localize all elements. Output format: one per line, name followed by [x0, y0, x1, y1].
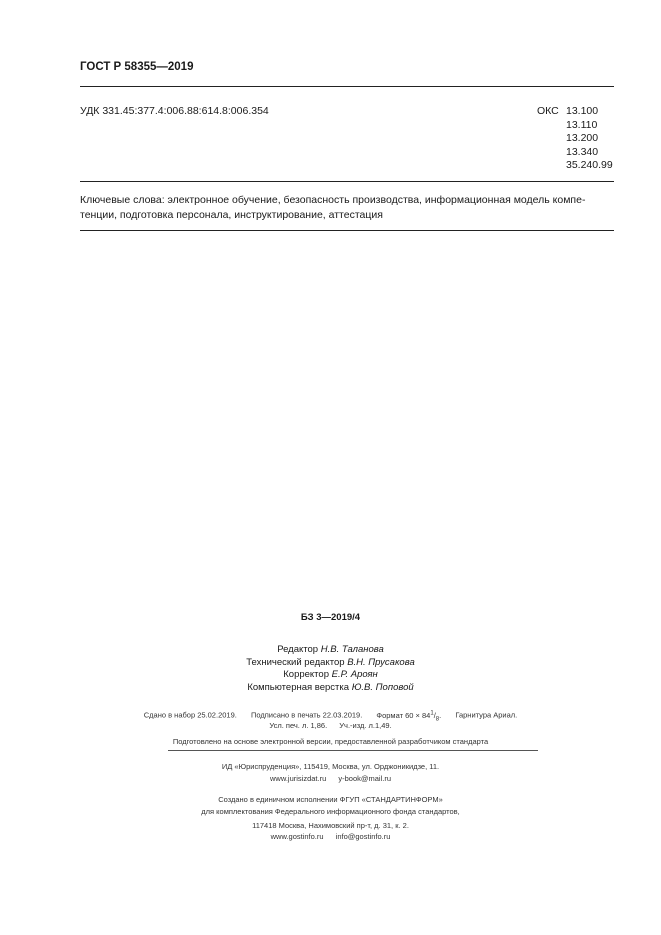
- tech-editor-name: В.Н. Прусакова: [347, 656, 415, 668]
- print-sheets: Усл. печ. л. 1,86.: [269, 721, 328, 730]
- creator-contacts: [0, 832, 661, 841]
- corrector-line: [0, 669, 661, 682]
- prepared-note: Подготовлено на основе электронной версии, предоставленной разработчиком стандарта: [172, 737, 489, 746]
- layout-role: Компьютерная верстка: [247, 681, 350, 693]
- format-sub: 8: [435, 716, 440, 722]
- middle-rule: [80, 181, 614, 182]
- creator-address: 117418 Москва, Нахимовский пр-т, д. 31, к. 2.: [252, 821, 409, 830]
- creator-line: для комплектования Федерального информационного фонда стандартов,: [201, 807, 460, 816]
- standard-number: ГОСТ Р 58355—2019: [80, 61, 194, 73]
- udk-code: УДК 331.45:377.4:006.88:614.8:006.354: [80, 105, 269, 117]
- divider: [168, 750, 538, 751]
- oks-codes: [566, 105, 613, 173]
- tech-editor-line: [0, 657, 661, 670]
- typeface: Гарнитура Ариал.: [455, 710, 518, 720]
- creator-email: info@gostinfo.ru: [335, 832, 391, 841]
- oks-code: 13.340: [566, 145, 599, 158]
- submitted-date: Сдано в набор 25.02.2019.: [143, 710, 237, 720]
- editor-role: Редактор: [277, 644, 319, 655]
- keywords-rule: [80, 230, 614, 231]
- format-prefix: Формат 60 × 84: [376, 710, 431, 720]
- publisher-address: ИД «Юриспруденция», 115419, Москва, ул. Орджоникидзе, 11.: [221, 762, 440, 771]
- corrector-name: Е.Р. Ароян: [331, 669, 378, 680]
- editor-line: [0, 644, 661, 657]
- corrector-role: Корректор: [283, 669, 329, 680]
- keywords-line: Ключевые слова: электронное обучение, безопасность производства, информационная модель компе-: [80, 194, 586, 206]
- creator-site: www.gostinfo.ru: [270, 832, 324, 841]
- editor-name: Н.В. Таланова: [320, 644, 384, 655]
- bz-number: БЗ 3—2019/4: [300, 612, 361, 623]
- publisher-contacts: [0, 774, 661, 783]
- publisher-sheets: Уч.-изд. л.1,49.: [339, 721, 392, 730]
- oks-code: 35.240.99: [566, 159, 613, 171]
- layout-line: [0, 682, 661, 695]
- tech-editor-role: Технический редактор: [246, 656, 345, 668]
- oks-code: 13.110: [566, 118, 598, 131]
- layout-name: Ю.В. Поповой: [351, 681, 414, 693]
- creator-line: Создано в единичном исполнении ФГУП «СТАНДАРТИНФОРМ»: [218, 795, 443, 804]
- publisher-site: www.jurisizdat.ru: [270, 774, 327, 783]
- oks-label: ОКС: [537, 105, 559, 117]
- format-suffix: .: [439, 710, 442, 720]
- publisher-email: y-book@mail.ru: [338, 774, 391, 783]
- keywords-line: тенции, подготовка персонала, инструктирование, аттестация: [80, 208, 383, 221]
- oks-code: 13.100: [566, 105, 599, 117]
- signed-date: Подписано в печать 22.03.2019.: [250, 710, 363, 720]
- keywords: [80, 193, 614, 222]
- top-rule: [80, 86, 614, 87]
- sheet-details: [0, 721, 661, 730]
- oks-code: 13.200: [566, 132, 599, 144]
- format: Формат $60 \times 84^1/_8$.: [376, 710, 442, 722]
- format-sup: 1: [430, 710, 434, 716]
- credits-block: [0, 644, 661, 694]
